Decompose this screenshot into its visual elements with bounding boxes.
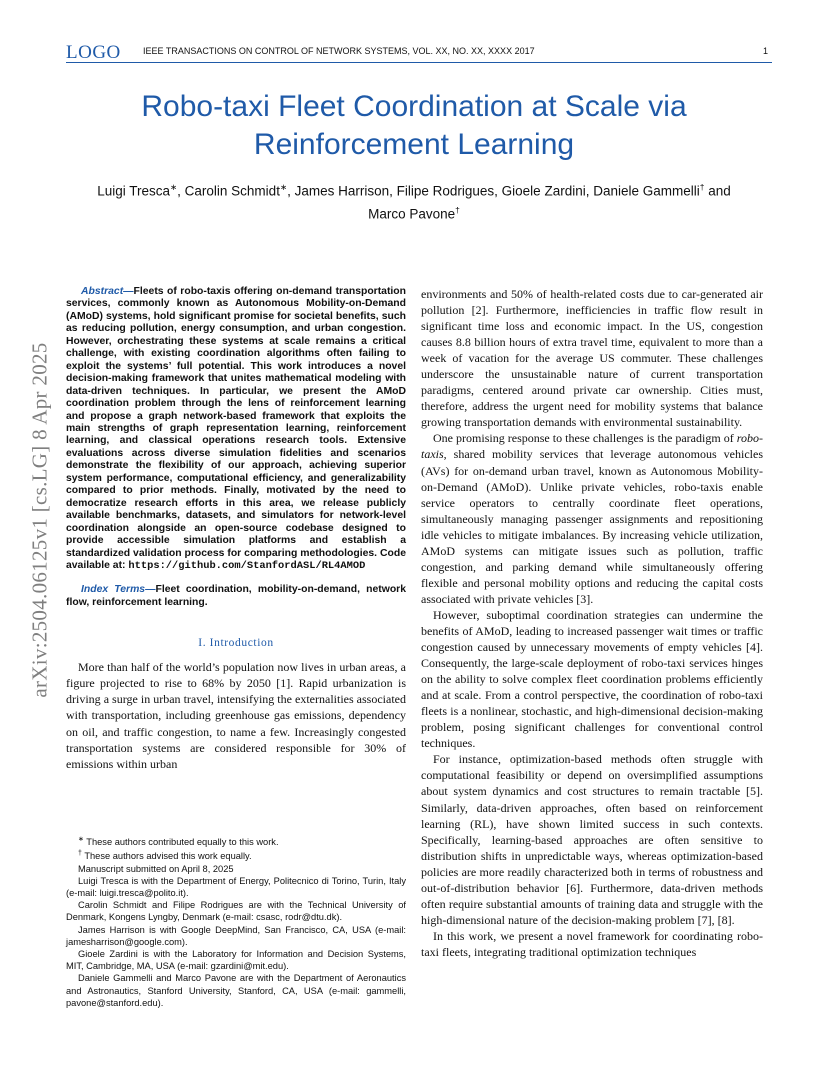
- footnote: Daniele Gammelli and Marco Pavone are with the Department of Aeronautics and Astronautics, Stanford University, Stanford, CA, USA (e-mail: gammelli, pavone@stanford.edu).: [66, 973, 406, 1008]
- equal-contribution-mark: ∗: [279, 182, 288, 192]
- abstract: [66, 286, 406, 572]
- journal-info: IEEE TRANSACTIONS ON CONTROL OF NETWORK SYSTEMS, VOL. XX, NO. XX, XXXX 2017: [143, 46, 535, 56]
- advisor-mark: †: [699, 182, 705, 192]
- journal-logo: LOGO: [66, 42, 121, 63]
- paper-title: Robo-taxi Fleet Coordination at Scale via Reinforcement Learning: [141, 90, 687, 161]
- right-column: [421, 286, 763, 960]
- intro-paragraph: More than half of the world’s population now lives in urban areas, a figure projected to rise to 68% by 2050 [1]. Rapid urbanization is driving a surge in urban travel, intensifying the externalities associated with transportation, including greenhouse gas emissions, dependency on oil, and traffic congestion, to name a few. Increasingly congested transportation systems are considered responsible for 30% of emissions within urban: [66, 660, 406, 771]
- abstract-label: Abstract—: [81, 286, 134, 297]
- index-terms-label: Index Terms—: [81, 584, 156, 596]
- emphasis: robo-taxis: [421, 431, 764, 462]
- footnote: Manuscript submitted on April 8, 2025: [78, 863, 234, 874]
- page-number: 1: [762, 46, 768, 56]
- body-paragraph: However, suboptimal coordination strategies can undermine the benefits of AMoD, leading to increased passenger wait times or traffic congestion caused by unnecessary movements of empty vehicles [4]. Consequently, the large-scale deployment of robo-taxi services hinges on the ability to solve complex fleet coordination problems efficiently and at scale. From a control perspective, the coordination of robo-taxi fleets is a nonlinear, stochastic, and high-dimensional decision-making problem, posing significant challenges for conventional control techniques.: [421, 607, 763, 751]
- running-header: [66, 40, 772, 63]
- footnote: ∗ These authors contributed equally to this work.: [78, 836, 279, 848]
- left-column: [66, 286, 406, 772]
- section-heading: I. Introduction: [198, 637, 274, 650]
- footnote: Carolin Schmidt and Filipe Rodrigues are with the Technical University of Denmark, Kongens Lyngby, Denmark (e-mail: csasc, rodr@dtu.dk).: [66, 900, 406, 923]
- arxiv-watermark: arXiv:2504.06125v1 [cs.LG] 8 Apr 2025: [27, 342, 52, 698]
- footnotes: [66, 834, 406, 1009]
- code-link[interactable]: https://github.com/StanfordASL/RL4AMOD: [128, 559, 366, 572]
- body-paragraph: environments and 50% of health-related costs due to car-generated air pollution [2]. Furthermore, inefficiencies in traffic flow result in significant time loss and economic impact. In the US, congestion causes 8.8 billion hours of extra travel time, equivalent to more than a week of vacation for the average US commuter. These challenges underscore the unsustainable nature of current transportation paradigms, centered around private car ownership. Cities must, therefore, address the urgent need for mobility systems that balance growing transportation demands with environmental sustainability.: [421, 287, 763, 430]
- equal-contribution-mark: ∗: [170, 182, 178, 192]
- author-name: and Marco Pavone: [368, 183, 731, 221]
- footnote: James Harrison is with Google DeepMind, San Francisco, CA, USA (e-mail: jamesharrison@google.com).: [66, 924, 406, 947]
- abstract-text: Fleets of robo-taxis offering on-demand transportation services, commonly known as Autonomous Mobility-on-Demand (AMoD) systems, hold significant promise for societal benefits, such as reducing pollution, energy consumption, and urban congestion. However, orchestrating these systems at scale remains a critical challenge, with existing coordination algorithms often failing to exploit the systems’ full potential. This work introduces a novel decision-making framework that unites mathematical modeling with data-driven techniques. In particular, we present the AMoD coordination problem through the lens of reinforcement learning and propose a graph network-based framework that exploits the main strengths of graph representation learning, reinforcement learning, and classical operations research tools. Extensive evaluations across diverse simulation fidelities and scenarios demonstrate the flexibility of our approach, achieving superior system performance, computational efficiency, and generalizability compared to prior methods. Finally, motivated by the need to democratize research efforts in this area, we release publicly available benchmarks, datasets, and simulators for network-level coordination alongside an open-source codebase designed to provide accessible simulation platforms and establish a standardized validation process for comparing methodologies. Code available at:: [66, 286, 406, 571]
- author-list: Luigi Tresca∗, Carolin Schmidt∗, James Harrison, Filipe Rodrigues, Gioele Zardini, Daniele Gammelli† and Marco Pavone†: [97, 182, 731, 221]
- author-names: James Harrison, Filipe Rodrigues, Gioele Zardini, Daniele Gammelli: [294, 183, 700, 199]
- body-paragraph: One promising response to these challenges is the paradigm of robo-taxis, shared mobility services that leverage autonomous vehicles (AVs) for on-demand urban travel, known as Autonomous Mobility-on-Demand (AMoD). Unlike private vehicles, robo-taxis enable service operators to centrally coordinate fleet operations, simultaneously managing passenger assignments and repositioning idle vehicles to mitigate imbalances. By increasing vehicle utilization, AMoD systems can mitigate issues such as pollution, traffic congestion, and parking demand while simultaneously offering flexible and personal mobility options and reducing the capital costs associated with private vehicles [3].: [421, 431, 764, 606]
- footnote-mark: †: [78, 850, 82, 858]
- index-terms-text: Fleet coordination, mobility-on-demand, network flow, reinforcement learning.: [66, 584, 406, 608]
- footnote: Luigi Tresca is with the Department of Energy, Politecnico di Torino, Turin, Italy (e-mail: luigi.tresca@polito.it).: [66, 875, 406, 898]
- body-paragraph: For instance, optimization-based methods often struggle with computational feasibility or depend on oversimplified assumptions about system dynamics and cost structures to remain tractable [5]. Similarly, data-driven approaches, often based on reinforcement learning (RL), have shown limited success in such contexts. Specifically, learning-based approaches are often sensitive to distribution shifts in unpredictable ways, whereas optimization-based policies are more readily characterized both in terms of robustness and out-of-distribution behavior [6]. Furthermore, data-driven methods often require substantial amounts of training data and struggle with the high-dimensional nature of the decision-making problem [7], [8].: [421, 752, 763, 927]
- index-terms: [66, 584, 406, 609]
- author-name: Luigi Tresca: [97, 183, 171, 199]
- footnote: † These authors advised this work equally.: [78, 850, 252, 862]
- footnote-mark: ∗: [78, 836, 84, 843]
- body-paragraph: In this work, we present a novel framework for coordinating robo-taxi fleets, integrating traditional optimization techniques: [421, 928, 763, 959]
- footnote: Gioele Zardini is with the Laboratory for Information and Decision Systems, MIT, Cambridge, MA, USA (e-mail: gzardini@mit.edu).: [66, 949, 406, 972]
- advisor-mark: †: [455, 204, 460, 215]
- author-name: Carolin Schmidt: [184, 183, 280, 199]
